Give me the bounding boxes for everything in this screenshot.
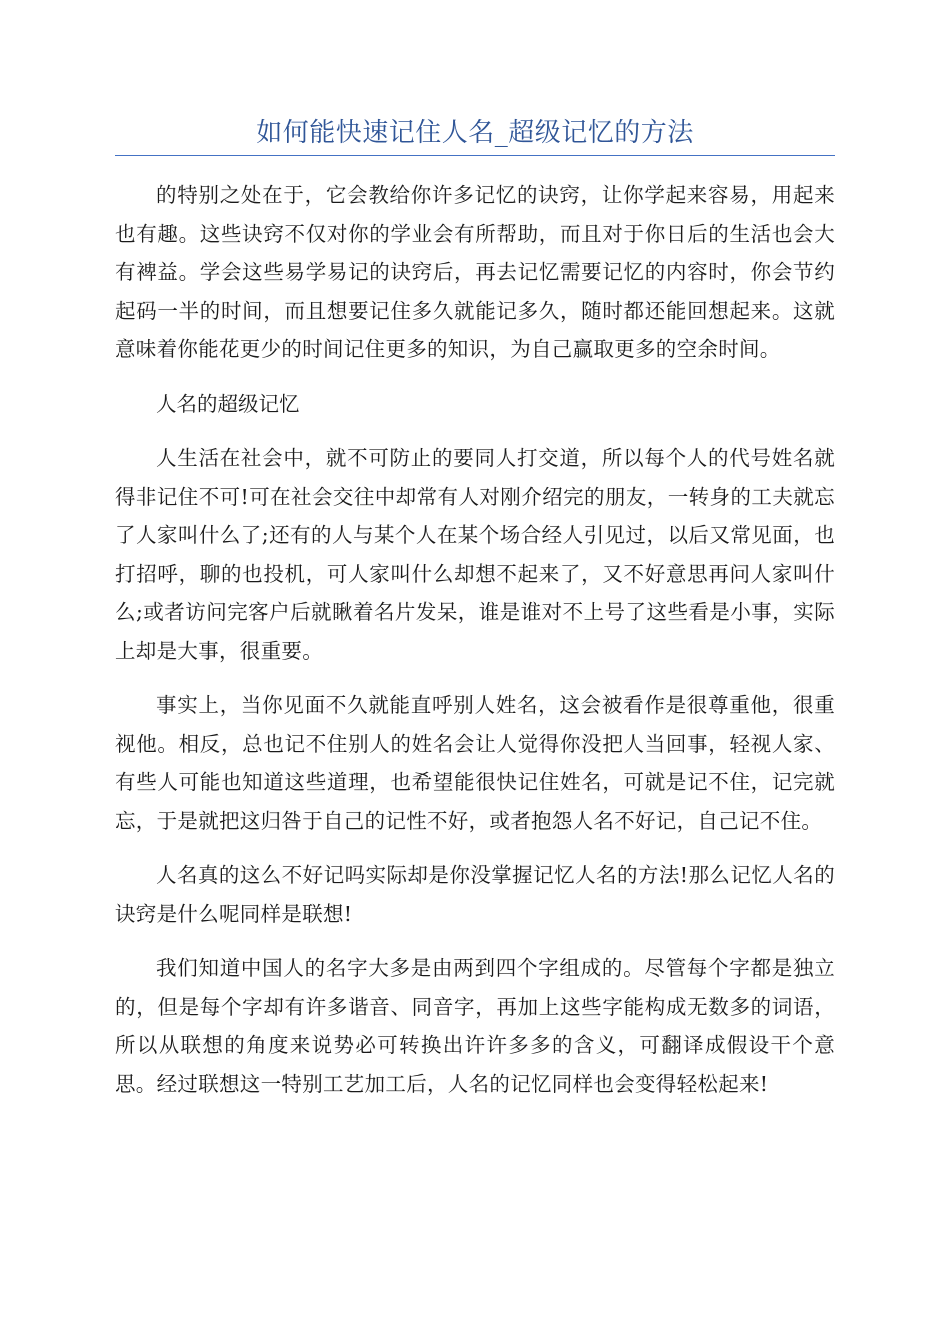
- section-heading: 人名的超级记忆: [156, 391, 300, 416]
- paragraph-intro: 的特别之处在于，它会教给你许多记忆的诀窍，让你学起来容易，用起来也有趣。这些诀窍不仅对你的学业会有所帮助，而且对于你日后的生活也会大有裨益。学会这些易学易记的诀窍后，再去记忆需要记忆的内容时，你会节约起码一半的时间，而且想要记住多久就能记多久，随时都还能回想起来。这就意味着你能花更少的时间记住更多的知识，为自己赢取更多的空余时间。: [115, 183, 835, 361]
- paragraph-social: 人生活在社会中，就不可防止的要同人打交道，所以每个人的代号姓名就得非记住不可!可在社会交往中却常有人对刚介绍完的朋友，一转身的工夫就忘了人家叫什么了;还有的人与某个人在某个场合经人引见过，以后又常见面，也打招呼，聊的也投机，可人家叫什么却想不起来了，又不好意思再问人家叫什么;或者访问完客户后就瞅着名片发呆，谁是谁对不上号了这些看是小事，实际上却是大事，很重要。: [115, 446, 835, 663]
- document-title: 如何能快速记住人名_超级记忆的方法: [256, 118, 694, 148]
- document-page: [115, 0, 835, 1119]
- title-underline: [115, 155, 835, 156]
- paragraph-association: 我们知道中国人的名字大多是由两到四个字组成的。尽管每个字都是独立的，但是每个字却有许多谐音、同音字，再加上这些字能构成无数多的词语，所以从联想的角度来说势必可转换出许许多多的含义，可翻译成假设干个意思。经过联想这一特别工艺加工后，人名的记忆同样也会变得轻松起来!: [115, 956, 835, 1096]
- document-body: [115, 176, 835, 1103]
- paragraph-respect: 事实上，当你见面不久就能直呼别人姓名，这会被看作是很尊重他，很重视他。相反，总也记不住别人的姓名会让人觉得你没把人当回事，轻视人家、有些人可能也知道这些道理，也希望能很快记住姓名，可就是记不住，记完就忘，于是就把这归咎于自己的记性不好，或者抱怨人名不好记，自己记不住。: [115, 693, 835, 833]
- paragraph-method: 人名真的这么不好记吗实际却是你没掌握记忆人名的方法!那么记忆人名的诀窍是什么呢同样是联想!: [115, 863, 835, 926]
